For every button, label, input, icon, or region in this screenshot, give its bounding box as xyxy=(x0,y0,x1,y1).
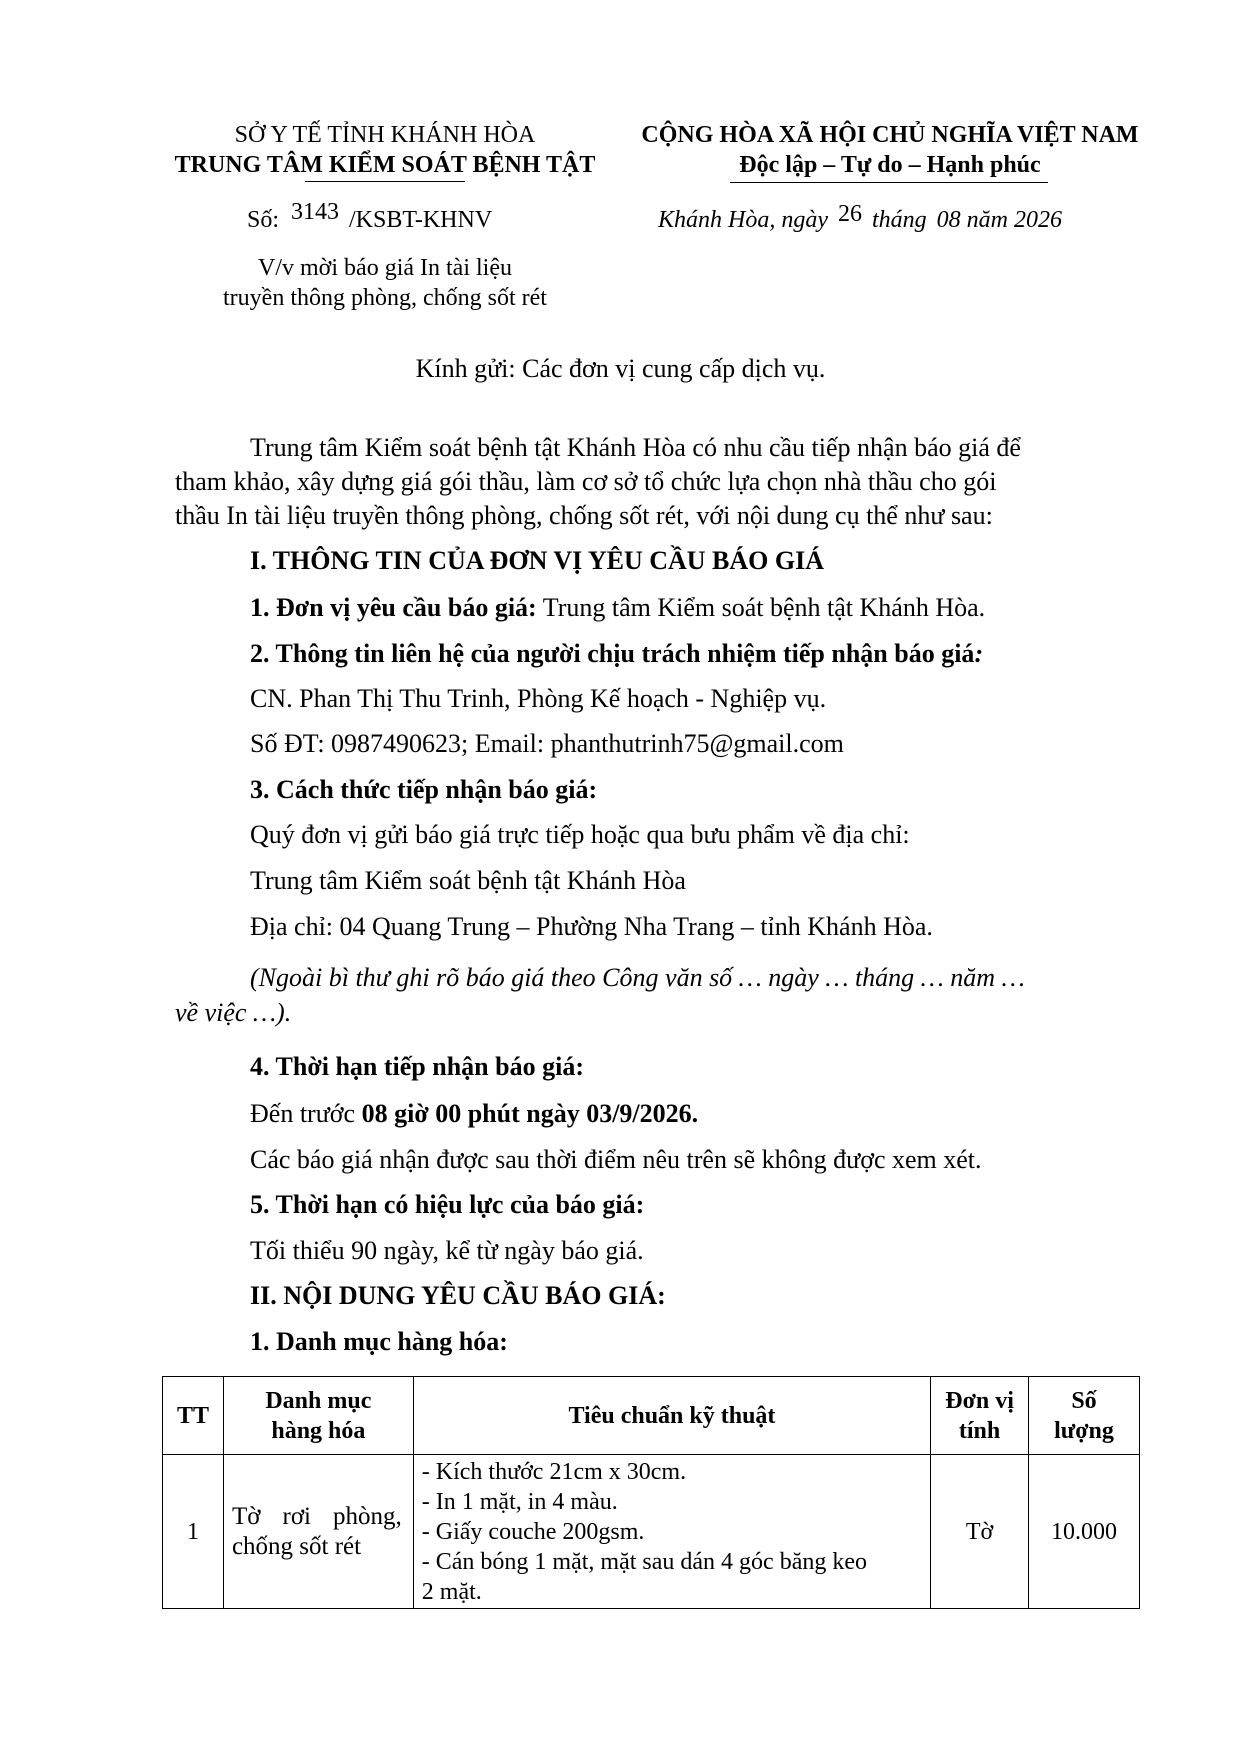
section-1-item-4: 4. Thời hạn tiếp nhận báo giá: xyxy=(250,1052,584,1081)
spec-line-4: - Cán bóng 1 mặt, mặt sau dán 4 góc băng keo xyxy=(421,1548,868,1575)
contact-person: CN. Phan Thị Thu Trinh, Phòng Kế hoạch - Nghiệp vụ. xyxy=(250,684,827,713)
section-1-item-1 xyxy=(250,591,985,625)
spec-line-5: 2 mặt. xyxy=(421,1578,482,1605)
section-1-title: I. THÔNG TIN CỦA ĐƠN VỊ YÊU CẦU BÁO GIÁ xyxy=(250,546,825,575)
header-qty xyxy=(1029,1377,1140,1455)
item-3-note-line-1: (Ngoài bì thư ghi rõ báo giá theo Công văn số … ngày … tháng … năm … xyxy=(250,963,1025,992)
row-name-line-2: chống sốt rét xyxy=(231,1532,362,1560)
header-name xyxy=(223,1377,413,1455)
row-name-line-1: Tờ rơi phòng, xyxy=(231,1502,402,1530)
country-name: CỘNG HÒA XÃ HỘI CHỦ NGHĨA VIỆT NAM xyxy=(641,122,1139,148)
spec-line-2: - In 1 mặt, in 4 màu. xyxy=(421,1488,618,1515)
goods-table xyxy=(162,1376,1140,1609)
item-5-text: Tối thiểu 90 ngày, kể từ ngày báo giá. xyxy=(250,1236,644,1265)
date-day: 26 xyxy=(838,201,862,227)
agency-parent: SỞ Y TẾ TỈNH KHÁNH HÒA xyxy=(234,122,536,148)
row-tt: 1 xyxy=(163,1455,224,1609)
subject-line-1: V/v mời báo giá In tài liệu xyxy=(258,255,512,281)
section-2-item-1: 1. Danh mục hàng hóa: xyxy=(250,1327,508,1356)
item-1-value: Trung tâm Kiểm soát bệnh tật Khánh Hòa. xyxy=(536,593,986,622)
spec-line-1: - Kích thước 21cm x 30cm. xyxy=(421,1458,687,1485)
motto-underline xyxy=(730,182,1048,183)
year-label: năm 2026 xyxy=(966,207,1063,233)
table-row xyxy=(163,1455,1140,1609)
row-unit: Tờ xyxy=(931,1455,1029,1609)
section-2-title: II. NỘI DUNG YÊU CẦU BÁO GIÁ: xyxy=(250,1281,666,1310)
intro-line-3: thầu In tài liệu truyền thông phòng, chống sốt rét, với nội dung cụ thể như sau: xyxy=(175,501,993,530)
agency-name: TRUNG TÂM KIỂM SOÁT BỆNH TẬT xyxy=(174,152,596,178)
item-3-text: Quý đơn vị gửi báo giá trực tiếp hoặc qua bưu phẩm về địa chỉ: xyxy=(250,820,910,849)
spec-line-3: - Giấy couche 200gsm. xyxy=(421,1518,645,1545)
doc-number-suffix: /KSBT-KHNV xyxy=(349,207,493,233)
date-month: 08 xyxy=(936,207,961,233)
table-header-row xyxy=(163,1377,1140,1455)
item-4-note: Các báo giá nhận được sau thời điểm nêu trên sẽ không được xem xét. xyxy=(250,1145,982,1174)
intro-line-2: tham khảo, xây dựng giá gói thầu, làm cơ sở tổ chức lựa chọn nhà thầu cho gói xyxy=(175,467,997,496)
place-date xyxy=(658,201,1063,235)
row-spec xyxy=(413,1455,930,1609)
place-date-prefix: Khánh Hòa, ngày xyxy=(658,207,828,233)
agency-underline xyxy=(305,181,465,182)
item-2-label: 2. Thông tin liên hệ của người chịu trách nhiệm tiếp nhận báo giá xyxy=(250,639,975,668)
header-unit xyxy=(931,1377,1029,1455)
row-name xyxy=(223,1455,413,1609)
doc-number xyxy=(247,199,493,235)
doc-number-value: 3143 xyxy=(291,199,340,225)
header-unit-line-2: tính xyxy=(958,1417,1001,1444)
section-1-item-3: 3. Cách thức tiếp nhận báo giá: xyxy=(250,775,598,804)
item-4-deadline-line xyxy=(250,1097,698,1131)
item-4-prefix: Đến trước xyxy=(250,1099,362,1128)
subject-line-2: truyền thông phòng, chống sốt rét xyxy=(223,285,547,311)
header-tt: TT xyxy=(163,1377,224,1455)
item-3-org: Trung tâm Kiểm soát bệnh tật Khánh Hòa xyxy=(250,866,686,895)
header-spec: Tiêu chuẩn kỹ thuật xyxy=(413,1377,930,1455)
recipient-line: Kính gửi: Các đơn vị cung cấp dịch vụ. xyxy=(415,354,826,383)
item-4-deadline: 08 giờ 00 phút ngày 03/9/2026. xyxy=(361,1099,699,1128)
section-1-item-2 xyxy=(250,637,983,671)
row-qty: 10.000 xyxy=(1029,1455,1140,1609)
header-name-line-1: Danh mục xyxy=(265,1387,372,1414)
item-1-label: 1. Đơn vị yêu cầu báo giá: xyxy=(250,593,537,622)
header-unit-line-1: Đơn vị xyxy=(945,1387,1014,1414)
header-qty-line-2: lượng xyxy=(1054,1417,1114,1444)
header-name-line-2: hàng hóa xyxy=(271,1417,366,1444)
month-label: tháng xyxy=(872,207,927,233)
section-1-item-5: 5. Thời hạn có hiệu lực của báo giá: xyxy=(250,1190,645,1219)
header-qty-line-1: Số xyxy=(1071,1387,1097,1414)
national-motto: Độc lập – Tự do – Hạnh phúc xyxy=(739,152,1041,178)
item-3-note-line-2: về việc …). xyxy=(175,998,292,1027)
contact-phone-email: Số ĐT: 0987490623; Email: phanthutrinh75@gmail.com xyxy=(250,729,844,758)
intro-line-1: Trung tâm Kiểm soát bệnh tật Khánh Hòa có nhu cầu tiếp nhận báo giá để xyxy=(250,433,1021,462)
doc-number-label: Số: xyxy=(247,207,280,233)
item-3-address: Địa chỉ: 04 Quang Trung – Phường Nha Trang – tỉnh Khánh Hòa. xyxy=(250,912,933,941)
item-2-colon: : xyxy=(974,639,984,668)
